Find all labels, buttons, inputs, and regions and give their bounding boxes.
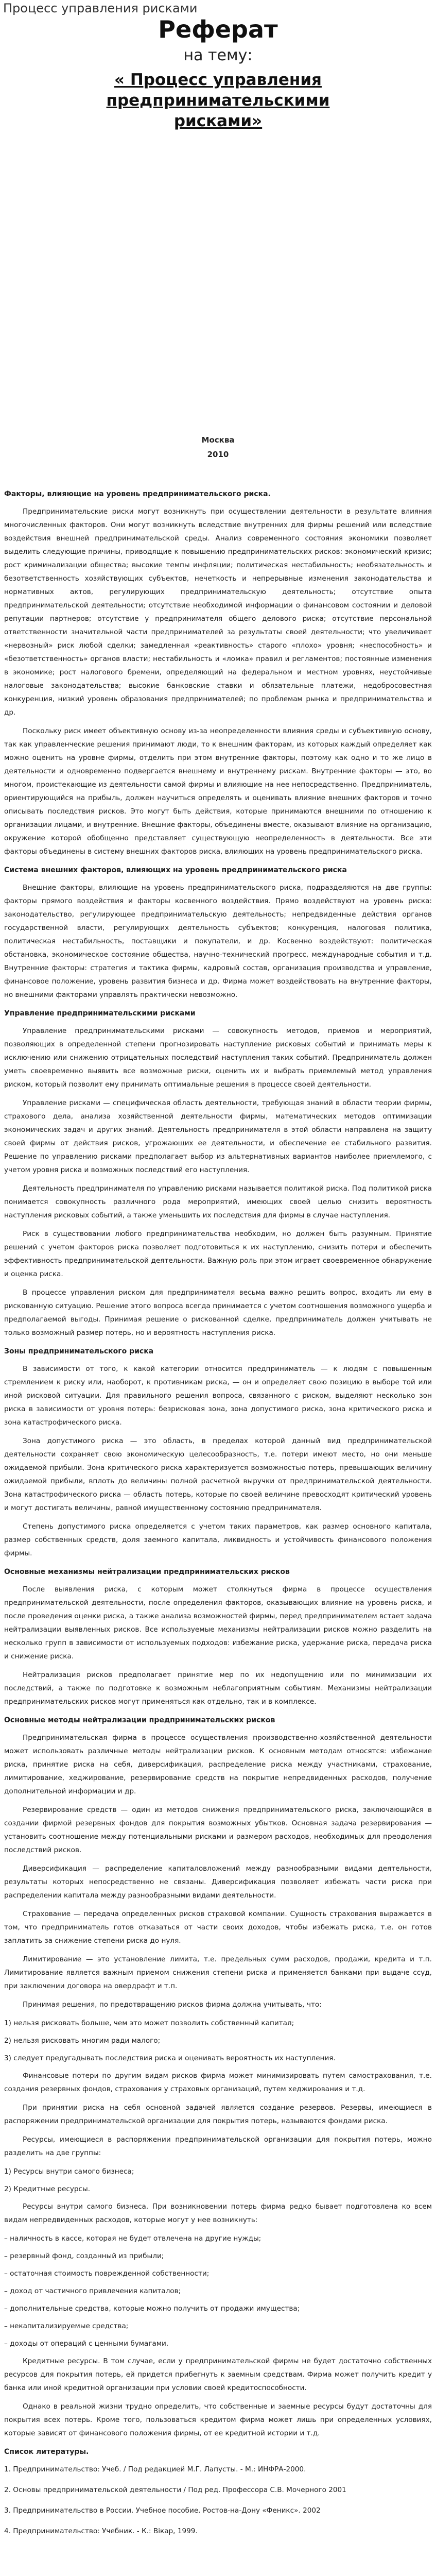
list-item: – дополнительные средства, которые можно получить от продажи имущества; [4, 2304, 300, 2313]
paragraph-management-5: В процессе управления риском для предпринимателя весьма важно решить вопрос, входить ли ему в рискованную ситуацию. Решение этого вопроса всегда принимается с учетом соотношения возможного ущерба и предполагаемой выгоды. Принимая решение о рискованной сделке, предприниматель должен учитывать не только возможный размер потерь, но и вероятность наступления риска. [4, 1289, 432, 1337]
paragraph-zones-1: В зависимости от того, к какой категории относится предприниматель — к людям с повышенным стремлением к риску или, наоборот, к противникам риска, — он и определяет свою позицию в выборе той или иной рисковой ситуации. Для правильного решения вопроса, связанного с риском, выделяют несколько зон риска в зависимости от уровня потерь: безрисковая зона, зона допустимого риска, зона критического риска и зона катастрофического риска. [4, 1365, 432, 1427]
paragraph-basic-8: При принятии риска на себя основной задачей является создание резервов. Резервы, имеющиеся в распоряжении предпринимательской организации для покрытия потерь, называются фондами риска. [4, 2104, 432, 2125]
paragraph-factors-2: Поскольку риск имеет объективную основу из-за неопределенности влияния среды и субъективную основу, так как управленческие решения принимают люди, то к внешним факторам, из которых каждый определяет как можно оценить на уровне фирмы, отделить при этом внутренние факторы, поэтому как одно и то же лицо в деятельности и одновременно подвергается внешнему и внутреннему рискам. Внутренние факторы — это, во многом, проистекающие из деятельности самой фирмы и влияющие на нее непосредственно. Предприниматель, ориентирующийся на прибыль, должен научиться определять и оценивать влияние внешних факторов и точно описывать последствия рисков. Это могут быть действия, которые принимаются внешними по отношению к организации лицами, и внутренние. Внешние факторы, объединены вместе, оказывают влияние на организацию, окружение которой обобщенно представляет существующую неопределенность в деятельности. Все эти факторы объединены в систему внешних факторов риска, влияющих на уровень предпринимательского риска. [4, 727, 432, 856]
city-label: Москва [201, 435, 235, 445]
list-item: 3) следует предугадывать последствия риска и оценивать вероятность их наступления. [4, 2054, 336, 2062]
list-item: 1) нельзя рисковать больше, чем это может позволить собственный капитал; [4, 2019, 294, 2027]
paragraph-zones-3: Степень допустимого риска определяется с учетом таких параметров, как размер основного капитала, размер собственных средств, доля заемного капитала, ликвидность и устойчивость финансового положения фирмы. [4, 1522, 432, 1557]
paragraph-basic-3: Диверсификация — распределение капиталовложений между разнообразными видами деятельности, результаты которых непосредственно не связаны. Диверсификация позволяет избежать части риска при распределении капитала между разнообразными видами деятельности. [4, 1865, 432, 1900]
paragraph-management-2: Управление рисками — специфическая область деятельности, требующая знаний в области теории фирмы, страхового дела, анализа хозяйственной деятельности фирмы, математических методов оптимизации экономических задач и других знаний. Деятельность предпринимателя в этой области направлена на защиту своей фирмы от действия рисков, угрожающих ее деятельности, и обеспечение ее стабильного развития. Решение по управлению рисками предполагает выбор из альтернативных вариантов наиболее приемлемого, с учетом уровня риска и возможных последствий его наступления. [4, 1099, 432, 1174]
list-item: – наличность в кассе, которая не будет отвлечена на другие нужды; [4, 2234, 261, 2243]
paragraph-resources-intro: Ресурсы, имеющиеся в распоряжении предпринимательской организации для покрытия потерь, можно разделить на две группы: [4, 2136, 432, 2157]
section-heading-zones: Зоны предпринимательского риска [4, 1347, 154, 1355]
year-label: 2010 [207, 450, 229, 459]
paragraph-management-3: Деятельность предпринимателя по управлению рисками называется политикой риска. Под политикой риска понимается совокупность различного рода мероприятий, имеющих своей целью снизить вероятность наступления рисковых событий, а также уменьшить их последствия для фирмы в случае наступления. [4, 1184, 432, 1219]
section-heading-basic-methods: Основные методы нейтрализации предпринимательских рисков [4, 1716, 275, 1724]
list-item: 1) Ресурсы внутри самого бизнеса; [4, 2167, 134, 2176]
list-item: – доходы от операций с ценными бумагами. [4, 2340, 169, 2348]
document-subtitle: на тему: [183, 46, 253, 64]
document-title: Реферат [158, 15, 278, 43]
paragraph-basic-2: Резервирование средств — один из методов снижения предпринимательского риска, заключающийся в создании фирмой резервных фондов для покрытия возможных убытков. Основная задача резервирования — установить соотношение между потенциальными рисками и размером расходов, необходимых для преодоления последствий рисков. [4, 1806, 432, 1854]
list-item: – остаточная стоимость поврежденной собственности; [4, 2269, 210, 2278]
paragraph-mechanisms-1: После выявления риска, с которым может столкнуться фирма в процессе осуществления предпринимательской деятельности, после определения факторов, оказывающих влияние на уровень риска, и после проведения оценки риска, а также анализа возможностей фирмы, перед предпринимателем встает задача нейтрализации выявленных рисков. Все используемые механизмы нейтрализации рисков можно разделить на несколько групп в зависимости от используемых подходов: избежание риска, удержание риска, передача риска и снижение риска. [4, 1585, 432, 1660]
paragraph-management-1: Управление предпринимательскими рисками — совокупность методов, приемов и мероприятий, позволяющих в определенной степени прогнозировать наступление рисковых событий и принимать меры к исключению или снижению отрицательных последствий наступления таких событий. Предприниматель должен уметь своевременно выявить все возможные риски, оценить их и выбрать приемлемый метод управления риском, который позволит ему принимать оптимальные решения в процессе своей деятельности. [4, 1027, 432, 1089]
paragraph-mechanisms-2: Нейтрализация рисков предполагает принятие мер по их недопущению или по минимизации их последствий, а также по подготовке к возможным неблагоприятным событиям. Механизмы нейтрализации предпринимательских рисков могут применяться как отдельно, так и в комплексе. [4, 1671, 432, 1706]
reference-item: 3. Предпринимательство в России. Учебное пособие. Ростов-на-Дону «Феникс». 2002 [4, 2506, 321, 2515]
paragraph-basic-5: Лимитирование — это установление лимита, т.е. предельных сумм расходов, продажи, кредита и т.п. Лимитирование является важным приемом снижения степени риска и применяется банками при выдаче ссуд, при заключении договора на овердрафт и т.п. [4, 1955, 432, 1990]
paragraph-resources-2: Кредитные ресурсы. В том случае, если у предпринимательской фирмы не будет достаточно собственных ресурсов для покрытия потерь, ей придется прибегнуть к заемным средствам. Фирма может получить кредит у банка или иной кредитной организации при условии своей кредитоспособности. [4, 2357, 432, 2392]
paragraph-factors-1: Предпринимательские риски могут возникнуть при осуществлении деятельности в результате влияния многочисленных факторов. Они могут возникнуть вследствие внутренних для фирмы решений или вследствие воздействия внешней предпринимательской среды. Анализ современного состояния экономики позволяет выделить следующие причины, приводящие к повышению предпринимательских рисков: экономический кризис; рост криминализации общества; высокие темпы инфляции; политическая нестабильность; необязательность и безответственность хозяйствующих субъектов, нечеткость и непрерывные изменения законодательства и нормативных актов, регулирующих предпринимательскую деятельность; отсутствие опыта предпринимательской деятельности; отсутствие необходимой информации о финансовом состоянии и деловой репутации партнеров; отсутствие у предпринимателя общего делового риска; отсутствие персональной ответственности значительной части предпринимателей за результаты своей деятельности; что увеличивает «нервозный» риск любой сделки; замедленная «реактивность» старого «плохо» уровня; «неспособность» и «безответственность» органов власти; нестабильность и «ломка» правил и регламентов; постоянные изменения в экономике; рост налогового бремени, определяющий на федеральном и местном уровнях, неустойчивые налоговые законодательства; высокие банковские ставки и обязательные платежи, недобросовестная конкуренция, низкий уровень образования предпринимателей; по проблемам рынка и предпринимательства и др. [4, 507, 432, 717]
section-heading-system: Система внешних факторов, влияющих на уровень предпринимательского риска [4, 866, 347, 874]
paragraph-basic-1: Предпринимательская фирма в процессе осуществления производственно-хозяйственной деятельности может использовать различные методы нейтрализации рисков. К основным методам относятся: избежание риска, принятие риска на себя, диверсификация, распределение риска между участниками, страхование, лимитирование, хеджирование, резервирование средств на покрытие непредвиденных расходов, получение дополнительной информации и др. [4, 1734, 432, 1795]
document-top-label: Процесс управления рисками [3, 1, 198, 15]
document-body [4, 483, 432, 2545]
list-item: – доход от частичного привлечения капиталов; [4, 2287, 181, 2295]
list-item: 2) Кредитные ресурсы. [4, 2185, 91, 2193]
paragraph-basic-7: Финансовые потери по другим видам рисков фирма может минимизировать путем самострахования, т.е. создания резервных фондов, страхования у страховых организаций, путем хеджирования и т.д. [4, 2072, 432, 2093]
paragraph-management-4: Риск в существовании любого предпринимательства необходим, но должен быть разумным. Принятие решений с учетом факторов риска позволяет подготовиться к их наступлению, снизить потери и обеспечить эффективность предпринимательской деятельности. Важную роль при этом играет своевременное обнаружение и оценка риска. [4, 1230, 432, 1278]
section-heading-factors: Факторы, влияющие на уровень предпринимательского риска. [4, 490, 271, 498]
section-heading-references: Список литературы. [4, 2448, 89, 2456]
paragraph-resources-1: Ресурсы внутри самого бизнеса. При возникновении потерь фирма редко бывает подготовлена ко всем видам непредвиденных расходов, которые могут у нее возникнуть: [4, 2202, 432, 2224]
paragraph-zones-2: Зона допустимого риска — это область, в пределах которой данный вид предпринимательской деятельности сохраняет свою экономическую целесообразность, т.е. потери имеют место, но они меньше ожидаемой прибыли. Зона критического риска характеризуется возможностью потерь, превышающих величину ожидаемой прибыли, вплоть до величины полной расчетной выручки от предпринимательской деятельности. Зона катастрофического риска — область потерь, которые по своей величине превосходят критический уровень и могут достигать величины, равной имущественному состоянию предпринимателя. [4, 1437, 432, 1512]
document-topic: « Процесс управления предпринимательскими рисками» [106, 71, 330, 130]
place-year [0, 433, 436, 462]
list-item: – резервный фонд, созданный из прибыли; [4, 2252, 164, 2260]
paragraph-resources-3: Однако в реальной жизни трудно определить, что собственные и заемные ресурсы будут достаточны для покрытия всех потерь. Кроме того, пользоваться кредитом фирма может лишь при определенных условиях, которые зависят от финансового положения фирмы, от ее кредитной истории и т.д. [4, 2402, 432, 2437]
paragraph-basic-4: Страхование — передача определенных рисков страховой компании. Сущность страхования выражается в том, что предприниматель готов отказаться от части своих доходов, чтобы избежать риска, т.е. он готов заплатить за снижение степени риска до нуля. [4, 1910, 432, 1945]
section-heading-management: Управление предпринимательскими рисками [4, 1009, 196, 1018]
reference-item: 1. Предпринимательство: Учеб. / Под редакцией М.Г. Лапусты. - М.: ИНФРА-2000. [4, 2465, 306, 2473]
reference-item: 2. Основы предпринимательской деятельности / Под ред. Профессора С.В. Мочерного 2001 [4, 2486, 346, 2494]
list-item: 2) нельзя рисковать многим ради малого; [4, 2037, 161, 2045]
paragraph-basic-6: Принимая решения, по предотвращению рисков фирма должна учитывать, что: [23, 2001, 322, 2009]
paragraph-system-1: Внешние факторы, влияющие на уровень предпринимательского риска, подразделяются на две группы: факторы прямого воздействия и факторы косвенного воздействия. Прямо воздействуют на уровень риска: законодательство, регулирующее предпринимательскую деятельность; непредвиденные действия органов государственной власти, регулирующих деятельность субъектов; конкуренция, налоговая политика, политическая нестабильность, поставщики и покупатели, и др. Косвенно воздействуют: политическая обстановка, экономическое состояние общества, научно-технический прогресс, международные события и т.д. Внутренние факторы: стратегия и тактика фирмы, кадровый состав, организация производства и управление, финансовое положение, уровень развития бизнеса и др. Фирма может воздействовать на внутренние факторы, но внешними факторами управлять практически невозможно. [4, 884, 432, 999]
list-item: – некапитализируемые средства; [4, 2322, 129, 2330]
reference-item: 4. Предпринимательство: Учебник. - К.: Вікар, 1999. [4, 2527, 198, 2535]
section-heading-mechanisms: Основные механизмы нейтрализации предпринимательских рисков [4, 1568, 290, 1576]
